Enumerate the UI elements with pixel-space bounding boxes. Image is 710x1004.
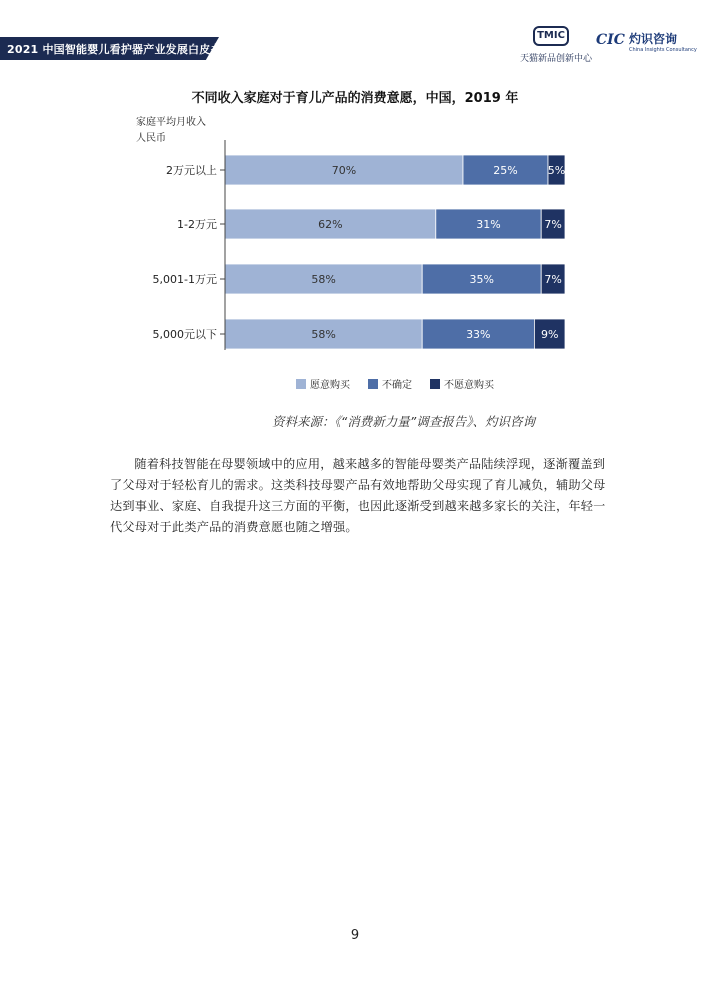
data-label: 9%	[540, 328, 559, 341]
data-label: 33%	[466, 328, 491, 341]
legend-label: 愿意购买	[310, 380, 350, 391]
data-label: 58%	[311, 273, 336, 286]
legend-swatch	[368, 379, 378, 389]
data-label: 5%	[547, 164, 566, 177]
category-label: 5,000元以下	[152, 328, 217, 341]
data-label: 35%	[469, 273, 494, 286]
source-note: 资料来源：《“消费新力量”调查报告》、灼识咨询	[272, 414, 535, 429]
tmic-badge: TMIC	[533, 26, 569, 46]
category-label: 5,001-1万元	[152, 273, 217, 286]
y-axis-label-line-1: 家庭平均月收入	[136, 117, 206, 128]
legend-label: 不愿意购买	[444, 380, 494, 391]
document-title: 2021 中国智能婴儿看护器产业发展白皮书	[7, 43, 222, 56]
data-label: 70%	[331, 164, 357, 177]
data-label: 31%	[476, 218, 501, 231]
y-axis-label-line-2: 人民币	[136, 133, 166, 144]
legend-label: 不确定	[382, 380, 412, 391]
data-label: 25%	[493, 164, 518, 177]
page-number: 9	[350, 928, 360, 943]
data-label: 58%	[311, 328, 336, 341]
body-paragraph: 随着科技智能在母婴领域中的应用，越来越多的智能母婴类产品陆续浮现，逐渐覆盖到了父母对于轻松育儿的需求。这类科技母婴产品有效地帮助父母实现了育儿减负，辅助父母达到事业、家庭、自我提升这三方面的平衡，也因此逐渐受到越来越多家长的关注，年轻一代父母对于此类产品的消费意愿也随之增强。	[110, 457, 606, 534]
data-label: 62%	[318, 218, 343, 231]
category-label: 2万元以上	[166, 164, 217, 177]
data-label: 7%	[544, 218, 562, 231]
data-label: 7%	[544, 273, 562, 286]
legend-swatch	[296, 379, 306, 389]
cic-mark: CIC	[596, 32, 625, 48]
stacked-bar-chart	[0, 0, 710, 400]
category-label: 1-2万元	[177, 218, 217, 231]
cic-name: 灼识咨询	[629, 32, 678, 46]
chart-title: 不同收入家庭对于育儿产品的消费意愿，中国，2019 年	[191, 91, 519, 106]
tmic-name: 天猫新品创新中心	[520, 54, 593, 64]
cic-english-name: China Insights Consultancy	[629, 47, 697, 53]
legend-swatch	[430, 379, 440, 389]
